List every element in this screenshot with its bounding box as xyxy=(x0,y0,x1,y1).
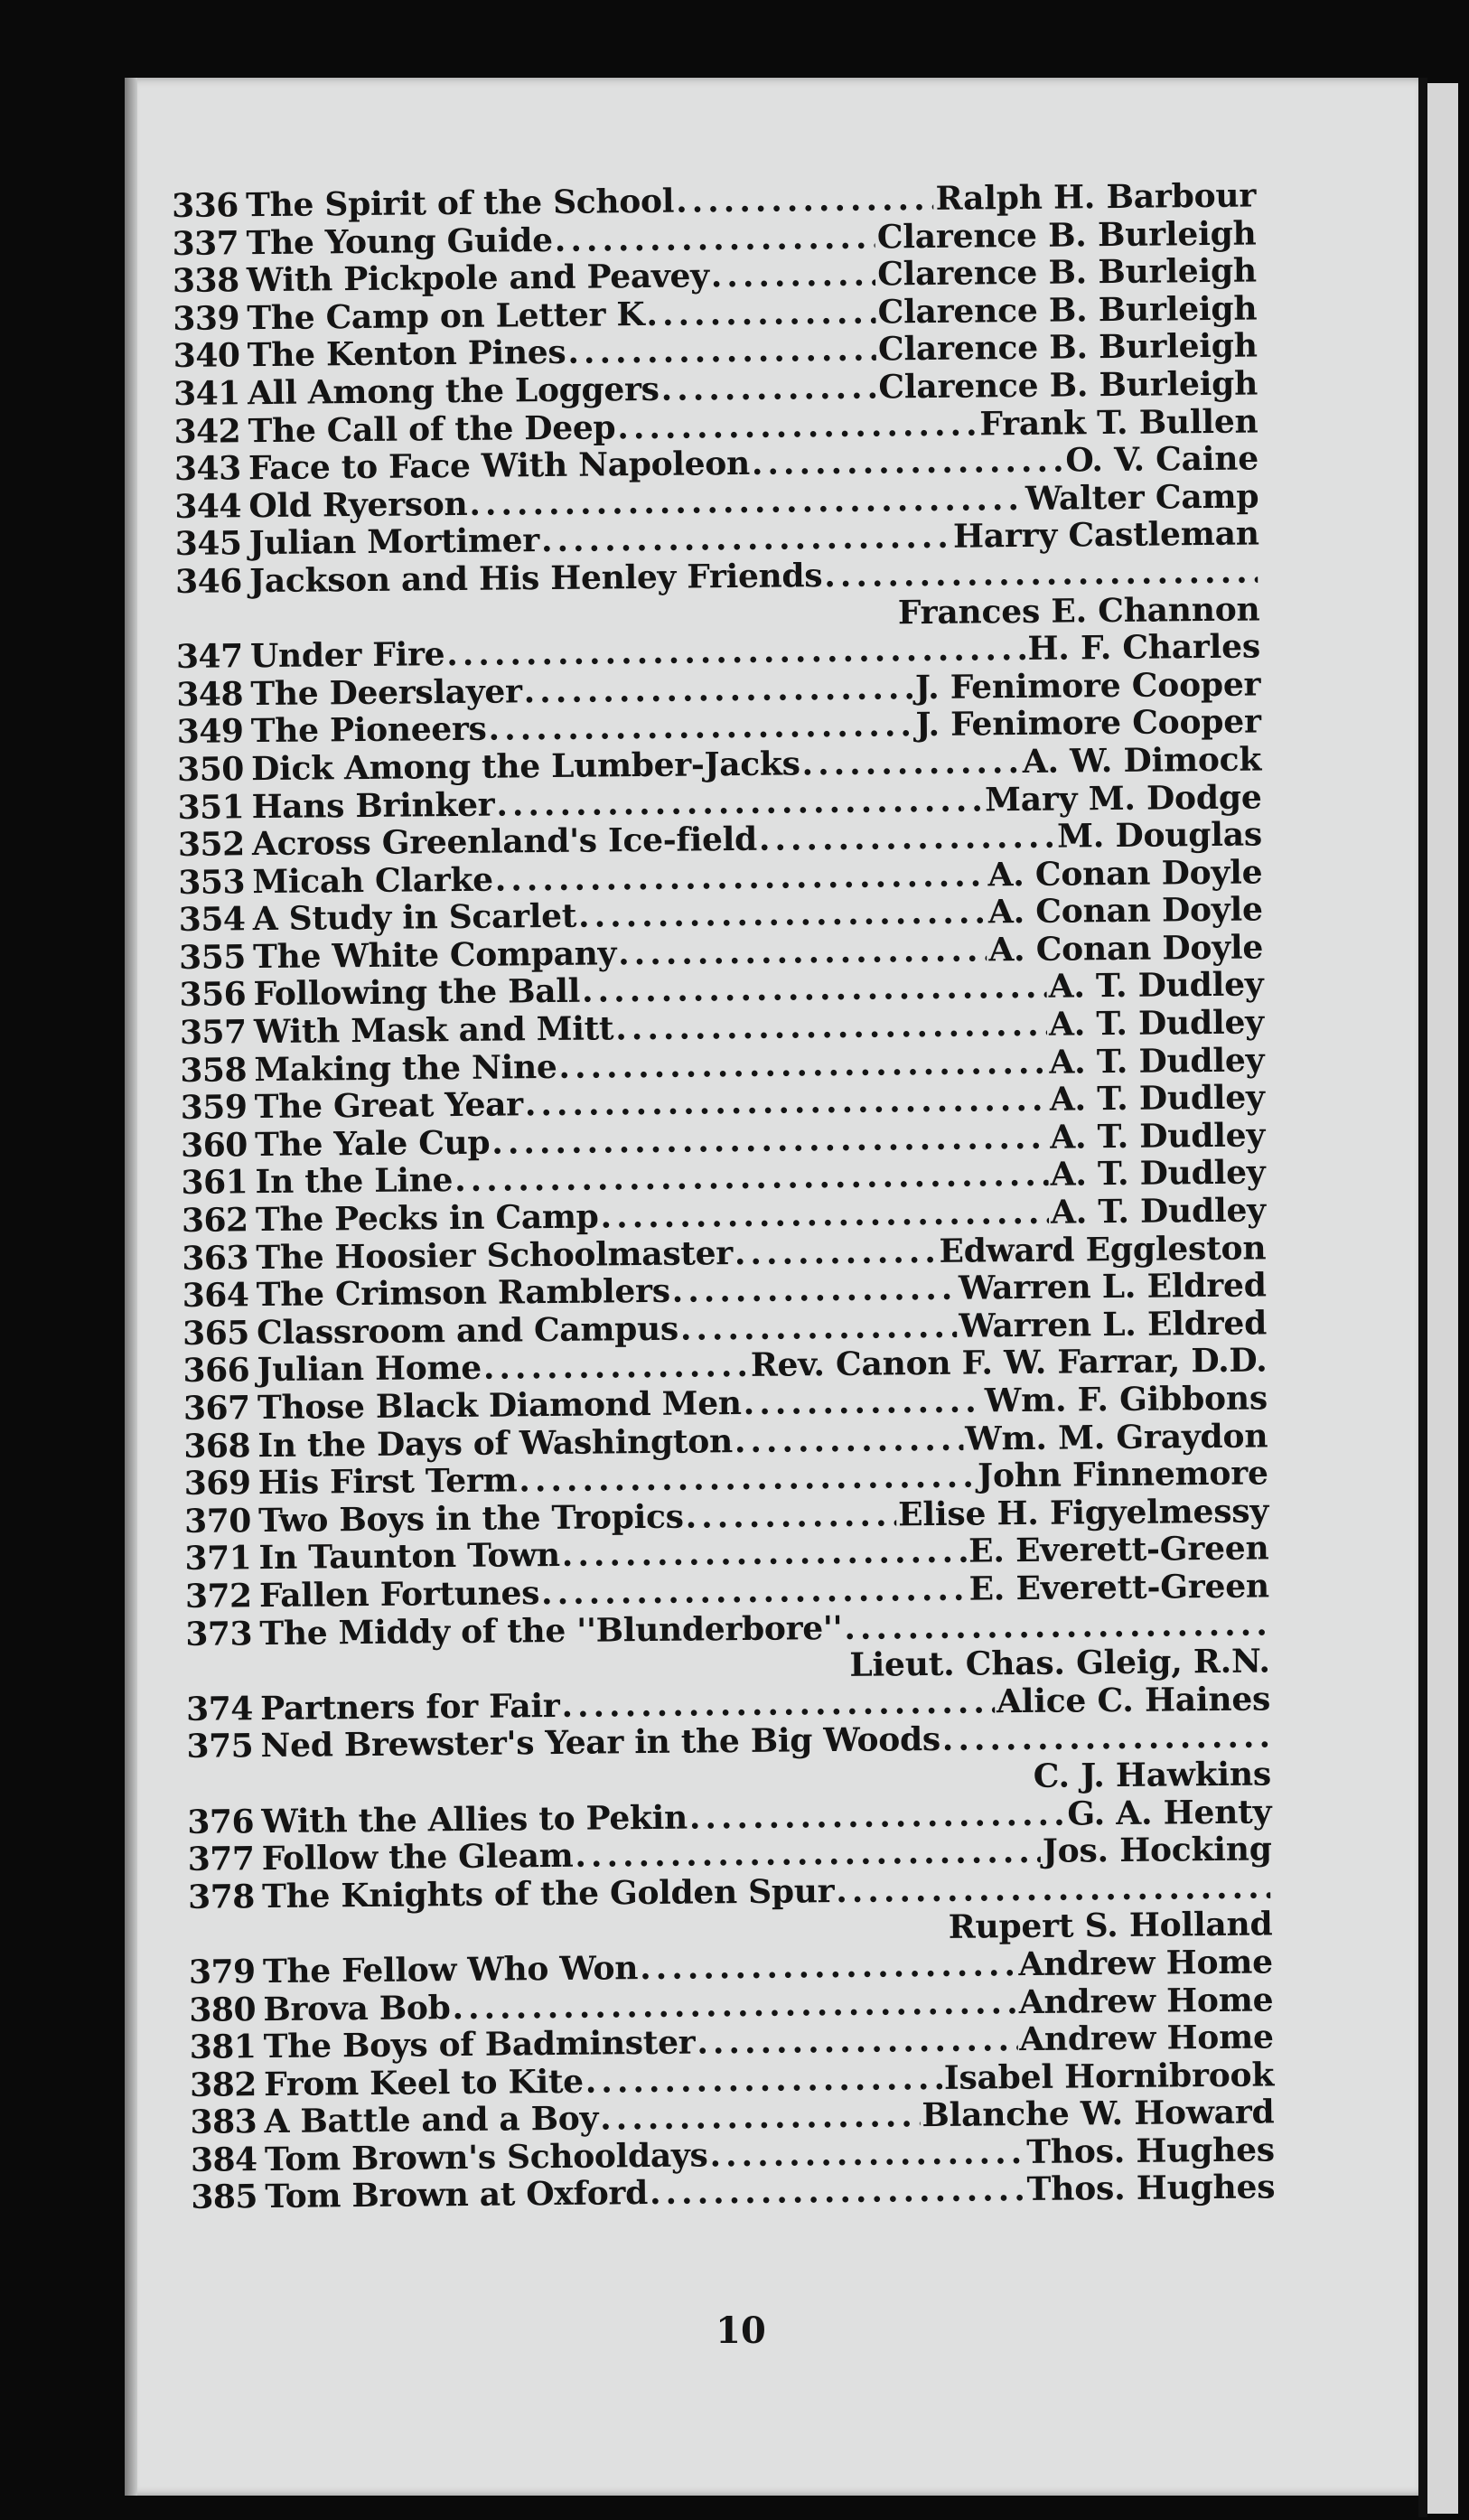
entry-number: 367 xyxy=(182,1389,250,1428)
entry-title: The Pioneers xyxy=(250,709,487,751)
entry-number: 351 xyxy=(177,787,245,827)
entry-author: Frances E. Channon xyxy=(897,589,1260,632)
entry-number: 384 xyxy=(190,2141,257,2179)
entry-author: A. T. Dudley xyxy=(1049,1041,1265,1082)
entry-number: 346 xyxy=(174,562,243,601)
entry-number: 363 xyxy=(182,1238,249,1278)
entry-number: 355 xyxy=(178,938,247,977)
entry-author: Andrew Home xyxy=(1018,1943,1274,1983)
dot-leader xyxy=(685,1496,896,1536)
catalog-entry xyxy=(188,1869,1273,1954)
dot-leader xyxy=(578,895,987,936)
entry-author: Clarence B. Burleigh xyxy=(877,251,1258,294)
entry-author: Blanche W. Howard xyxy=(922,2093,1275,2135)
entry-number: 360 xyxy=(180,1126,248,1165)
entry-number: 380 xyxy=(189,1990,257,2029)
entry-number: 352 xyxy=(177,825,245,865)
entry-title: The Deerslayer xyxy=(250,672,522,713)
dot-leader xyxy=(671,1270,957,1311)
dot-leader xyxy=(676,181,934,220)
entry-author: Clarence B. Burleigh xyxy=(877,289,1258,332)
entry-number: 341 xyxy=(173,374,241,413)
entry-author: Clarence B. Burleigh xyxy=(876,214,1257,257)
page-binding-shadow xyxy=(125,78,137,2496)
dot-leader xyxy=(541,1571,968,1613)
dot-leader xyxy=(496,782,983,824)
entry-title: The Hoosier Schoolmaster xyxy=(256,1233,734,1277)
dot-leader xyxy=(617,406,978,446)
catalog-entry xyxy=(175,553,1260,639)
entry-number: 337 xyxy=(172,223,239,263)
entry-author: Walter Camp xyxy=(1025,477,1259,518)
dot-leader xyxy=(562,1533,968,1575)
entry-title: Under Fire xyxy=(249,635,445,676)
entry-number: 361 xyxy=(181,1163,248,1203)
entry-author: Wm. F. Gibbons xyxy=(984,1379,1268,1420)
entry-author: A. T. Dudley xyxy=(1048,1003,1265,1044)
entry-number: 350 xyxy=(176,750,245,789)
entry-number: 359 xyxy=(180,1088,248,1128)
entry-author: G. A. Henty xyxy=(1067,1792,1272,1833)
entry-author: Harry Castleman xyxy=(952,514,1259,557)
entry-number: 345 xyxy=(174,524,242,564)
entry-number: 378 xyxy=(187,1877,256,1916)
dot-leader xyxy=(446,631,1026,674)
dot-leader xyxy=(454,1157,1049,1200)
entry-author: Ralph H. Barbour xyxy=(935,176,1257,218)
dot-leader xyxy=(615,1007,1047,1048)
entry-number: 382 xyxy=(189,2065,257,2104)
entry-number: 372 xyxy=(184,1577,252,1616)
entry-title: A Study in Scarlet xyxy=(252,897,577,939)
entry-author: A. T. Dudley xyxy=(1049,1078,1265,1119)
entry-author: Warren L. Eldred xyxy=(959,1304,1268,1345)
entry-author: Lieut. Chas. Gleig, R.N. xyxy=(849,1642,1270,1685)
entry-author: Jos. Hocking xyxy=(1042,1830,1272,1870)
entry-author: Frank T. Bullen xyxy=(979,402,1258,443)
entry-author: A. W. Dimock xyxy=(1022,740,1262,781)
entry-author: A. T. Dudley xyxy=(1048,965,1264,1007)
entry-author: Isabel Hornibrook xyxy=(943,2056,1275,2097)
entry-title: The Spirit of the School xyxy=(245,182,675,225)
dot-leader xyxy=(452,1984,1017,2028)
entry-number: 357 xyxy=(179,1013,247,1053)
dot-leader xyxy=(711,257,876,295)
entry-title: Julian Home xyxy=(257,1349,482,1390)
dot-leader xyxy=(689,1795,1066,1837)
dot-leader xyxy=(697,2021,1017,2062)
entry-title: The Call of the Deep xyxy=(248,408,616,450)
entry-title: All Among the Loggers xyxy=(247,370,660,413)
entry-title: With Pickpole and Peavey xyxy=(246,257,709,300)
dot-leader xyxy=(495,857,987,899)
page-number: 10 xyxy=(716,2309,766,2352)
entry-author: John Finnemore xyxy=(977,1454,1268,1495)
entry-title: The Kenton Pines xyxy=(247,333,566,375)
entry-author: E. Everett-Green xyxy=(968,1529,1269,1570)
dot-leader xyxy=(824,553,1258,595)
dot-leader xyxy=(640,1946,1017,1988)
dot-leader xyxy=(942,1719,1269,1759)
dot-leader xyxy=(555,219,875,259)
entry-author: A. Conan Doyle xyxy=(987,890,1263,932)
entry-title: The Pecks in Camp xyxy=(255,1197,599,1240)
entry-author: Andrew Home xyxy=(1018,1980,1274,2021)
dot-leader xyxy=(575,1833,1041,1876)
entry-number: 383 xyxy=(190,2103,257,2142)
entry-number: 373 xyxy=(185,1614,253,1653)
entry-title: Ned Brewster's Year in the Big Woods xyxy=(260,1720,941,1766)
entry-title: The Knights of the Golden Spur xyxy=(261,1871,835,1916)
dot-leader xyxy=(709,2134,1025,2175)
entry-number: 336 xyxy=(171,186,239,225)
entry-author: Rev. Canon F. W. Farrar, D.D. xyxy=(750,1341,1268,1385)
dot-leader xyxy=(844,1606,1268,1647)
entry-number: 362 xyxy=(181,1201,248,1240)
entry-title: Old Ryerson xyxy=(248,484,468,525)
dot-leader xyxy=(836,1869,1270,1910)
dot-leader xyxy=(759,819,1056,859)
entry-number: 343 xyxy=(173,449,241,489)
entry-number: 385 xyxy=(191,2178,258,2217)
dot-leader xyxy=(680,1308,958,1349)
dot-leader xyxy=(801,744,1021,783)
entry-title: The Young Guide xyxy=(246,220,553,262)
dot-leader xyxy=(734,1420,964,1460)
entry-number: 342 xyxy=(173,411,241,451)
entry-number: 353 xyxy=(178,862,246,902)
dot-leader xyxy=(734,1233,938,1273)
entry-title: In the Line xyxy=(255,1161,454,1202)
entry-title: Hans Brinker xyxy=(251,785,495,826)
catalog-entry xyxy=(186,1719,1271,1804)
entry-number: 374 xyxy=(185,1689,254,1728)
dot-leader xyxy=(561,1683,995,1725)
entry-title: The Middy of the ''Blunderbore'' xyxy=(259,1608,843,1653)
entry-number: 379 xyxy=(188,1953,256,1991)
dot-leader xyxy=(488,707,913,748)
entry-title: A Battle and a Boy xyxy=(264,2099,599,2141)
entry-title: The Great Year xyxy=(254,1085,524,1127)
entry-title: The Camp on Letter K xyxy=(247,295,645,337)
entry-title: Partners for Fair xyxy=(259,1686,560,1728)
entry-title: Brova Bob xyxy=(263,1988,451,2028)
entry-number: 347 xyxy=(175,637,243,677)
entry-number: 376 xyxy=(187,1802,255,1841)
entry-title: Those Black Diamond Men xyxy=(257,1384,742,1428)
dot-leader xyxy=(600,1194,1049,1236)
entry-author: A. T. Dudley xyxy=(1050,1116,1266,1157)
entry-title: Following the Ball xyxy=(253,972,581,1014)
dot-leader xyxy=(525,1082,1048,1124)
entry-title: Jackson and His Henley Friends xyxy=(248,557,823,601)
entry-number: 358 xyxy=(180,1050,248,1090)
entry-number: 381 xyxy=(189,2028,257,2066)
entry-author: Elise H. Figyelmessy xyxy=(897,1492,1269,1534)
entry-author: M. Douglas xyxy=(1056,815,1263,856)
entry-number: 366 xyxy=(182,1351,250,1391)
entry-number: 354 xyxy=(178,900,246,940)
entry-title: Tom Brown's Schooldays xyxy=(264,2136,708,2178)
dot-leader xyxy=(567,332,876,372)
entry-title: The Crimson Ramblers xyxy=(256,1271,670,1315)
entry-number: 338 xyxy=(172,261,239,301)
entry-title: In the Days of Washington xyxy=(257,1421,734,1465)
entry-title: Julian Mortimer xyxy=(248,521,540,563)
entry-author: C. J. Hawkins xyxy=(1033,1755,1272,1795)
entry-author: A. T. Dudley xyxy=(1050,1153,1266,1194)
entry-title: With Mask and Mitt xyxy=(253,1009,614,1052)
entry-author: Thos. Hughes xyxy=(1026,2168,1276,2209)
entry-title: Fallen Fortunes xyxy=(258,1574,540,1616)
entry-number: 375 xyxy=(186,1727,254,1766)
entry-number: 368 xyxy=(183,1426,251,1466)
entry-number: 349 xyxy=(176,712,244,752)
entry-number: 364 xyxy=(182,1276,249,1316)
entry-author: Warren L. Eldred xyxy=(958,1266,1267,1307)
entry-title: With the Allies to Pekin xyxy=(261,1798,688,1841)
entry-author: A. Conan Doyle xyxy=(987,853,1263,895)
dot-leader xyxy=(752,443,1064,483)
adjacent-page-edge xyxy=(1418,78,1427,2517)
entry-title: The Boys of Badminster xyxy=(263,2023,696,2066)
entry-title: The Fellow Who Won xyxy=(262,1949,639,1991)
entry-title: The White Company xyxy=(252,934,617,977)
entry-number: 369 xyxy=(183,1464,251,1504)
entry-author: Alice C. Haines xyxy=(996,1680,1271,1721)
entry-number: 371 xyxy=(184,1539,252,1579)
catalog-entry xyxy=(185,1606,1270,1691)
entry-author: Mary M. Dodge xyxy=(984,777,1262,819)
entry-author: Andrew Home xyxy=(1019,2018,1274,2059)
book-catalog-list xyxy=(172,177,1276,2216)
dot-leader xyxy=(743,1382,983,1422)
entry-title: Making the Nine xyxy=(254,1047,557,1089)
dot-leader xyxy=(523,670,913,711)
dot-leader xyxy=(660,369,876,408)
entry-number: 377 xyxy=(187,1840,255,1879)
entry-title: Two Boys in the Tropics xyxy=(257,1497,684,1540)
adjacent-page xyxy=(1427,83,1458,2514)
dot-leader xyxy=(541,519,951,560)
entry-title: Follow the Gleam xyxy=(261,1836,574,1878)
dot-leader xyxy=(519,1458,976,1500)
entry-number: 344 xyxy=(174,487,242,526)
dot-leader xyxy=(491,1119,1048,1163)
entry-number: 370 xyxy=(183,1502,252,1541)
entry-title: Dick Among the Lumber-Jacks xyxy=(250,745,800,789)
dot-leader xyxy=(600,2097,921,2138)
entry-author: A. Conan Doyle xyxy=(988,928,1264,970)
entry-title: His First Term xyxy=(257,1461,518,1503)
entry-title: Tom Brown at Oxford xyxy=(265,2174,649,2216)
entry-author: E. Everett-Green xyxy=(968,1567,1270,1608)
dot-leader xyxy=(483,1347,749,1387)
entry-author: A. T. Dudley xyxy=(1050,1191,1267,1232)
entry-number: 340 xyxy=(173,336,240,376)
entry-number: 365 xyxy=(182,1314,250,1353)
entry-title: The Yale Cup xyxy=(254,1123,491,1165)
dot-leader xyxy=(618,932,987,973)
entry-author: H. F. Charles xyxy=(1027,627,1261,669)
dot-leader xyxy=(646,294,876,333)
entry-author: Rupert S. Holland xyxy=(948,1905,1273,1947)
entry-title: Classroom and Campus xyxy=(256,1309,679,1352)
dot-leader xyxy=(585,2060,942,2101)
entry-number: 339 xyxy=(173,299,240,338)
entry-author: O. V. Caine xyxy=(1065,439,1259,480)
entry-author: J. Fenimore Cooper xyxy=(914,665,1261,707)
entry-number: 348 xyxy=(176,674,244,714)
entry-author: Clarence B. Burleigh xyxy=(878,364,1258,407)
entry-title: Face to Face With Napoleon xyxy=(248,445,751,488)
entry-title: From Keel to Kite xyxy=(263,2062,584,2103)
dot-leader xyxy=(469,481,1024,523)
dot-leader xyxy=(650,2172,1025,2214)
entry-title: In Taunton Town xyxy=(258,1536,560,1578)
entry-author: Edward Eggleston xyxy=(939,1229,1267,1270)
dot-leader xyxy=(558,1044,1047,1086)
entry-author: J. Fenimore Cooper xyxy=(915,702,1261,745)
entry-author: Thos. Hughes xyxy=(1026,2131,1276,2171)
entry-author: Wm. M. Graydon xyxy=(965,1417,1268,1458)
dot-leader xyxy=(582,969,1047,1011)
entry-title: Across Greenland's Ice-field xyxy=(251,820,758,864)
entry-author: Clarence B. Burleigh xyxy=(877,326,1258,369)
entry-number: 356 xyxy=(179,975,247,1015)
entry-title: Micah Clarke xyxy=(252,860,493,901)
